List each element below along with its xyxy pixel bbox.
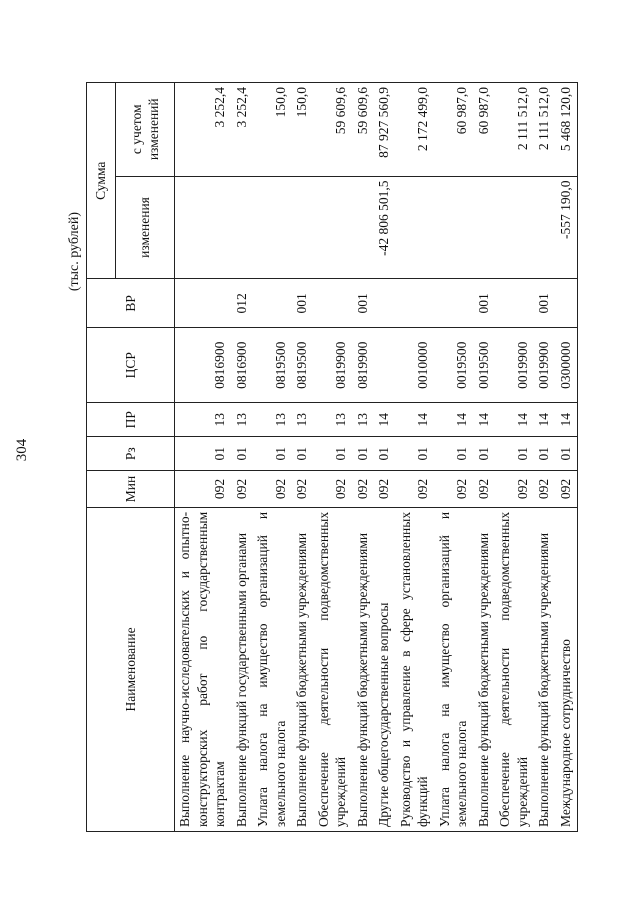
row-change <box>396 176 435 279</box>
table-row <box>353 83 375 832</box>
row-name: Выполнение функций государственными органами <box>232 507 254 831</box>
row-vr: 001 <box>353 279 375 328</box>
row-pr: 14 <box>435 403 474 437</box>
row-name: Выполнение научно-исследовательских и опытно-конструкторских работ по государственным контрактам <box>175 507 232 831</box>
row-change <box>534 176 556 279</box>
row-change <box>353 176 375 279</box>
row-vr <box>495 279 534 328</box>
row-change: -42 806 501,5 <box>374 176 396 279</box>
row-csr: 0816900 <box>175 328 232 403</box>
row-csr: 0300000 <box>556 328 578 403</box>
row-pr: 14 <box>396 403 435 437</box>
row-csr: 0019900 <box>534 328 556 403</box>
row-rz: 01 <box>435 437 474 471</box>
row-name: Уплата налога на имущество организаций и земельного налога <box>435 507 474 831</box>
row-total: 87 927 560,9 <box>374 83 396 177</box>
header-rz: Рз <box>87 437 175 471</box>
table-row <box>314 83 353 832</box>
row-name: Выполнение функций бюджетными учреждениями <box>353 507 375 831</box>
row-total: 150,0 <box>292 83 314 177</box>
row-pr: 13 <box>353 403 375 437</box>
row-rz: 01 <box>534 437 556 471</box>
header-min: Мин <box>87 471 175 508</box>
row-total: 2 111 512,0 <box>534 83 556 177</box>
row-min: 092 <box>374 471 396 508</box>
row-pr: 14 <box>534 403 556 437</box>
row-total: 59 609,6 <box>353 83 375 177</box>
table-row <box>396 83 435 832</box>
row-min: 092 <box>556 471 578 508</box>
row-rz: 01 <box>253 437 292 471</box>
row-pr: 14 <box>495 403 534 437</box>
row-name: Обеспечение деятельности подведомственных учреждений <box>495 507 534 831</box>
row-pr: 14 <box>374 403 396 437</box>
row-name: Выполнение функций бюджетными учреждениями <box>474 507 496 831</box>
row-total: 150,0 <box>253 83 292 177</box>
row-min: 092 <box>396 471 435 508</box>
header-vr: ВР <box>87 279 175 328</box>
row-name: Выполнение функций бюджетными учреждениями <box>292 507 314 831</box>
row-rz: 01 <box>374 437 396 471</box>
row-total: 3 252,4 <box>232 83 254 177</box>
header-with-changes: с учетом изменений <box>116 83 175 177</box>
row-csr: 0010000 <box>396 328 435 403</box>
row-vr <box>396 279 435 328</box>
row-change <box>292 176 314 279</box>
row-min: 092 <box>292 471 314 508</box>
table-body <box>175 83 578 832</box>
row-change <box>232 176 254 279</box>
row-rz: 01 <box>292 437 314 471</box>
row-change <box>474 176 496 279</box>
row-vr <box>435 279 474 328</box>
row-vr <box>314 279 353 328</box>
row-csr: 0019500 <box>435 328 474 403</box>
table-row <box>435 83 474 832</box>
units-label: (тыс. рублей) <box>67 212 82 292</box>
page-number: 304 <box>14 438 30 462</box>
table-row <box>495 83 534 832</box>
row-name: Выполнение функций бюджетными учреждениями <box>534 507 556 831</box>
row-rz: 01 <box>474 437 496 471</box>
header-changes: изменения <box>116 176 175 279</box>
table-row <box>253 83 292 832</box>
row-total: 60 987,0 <box>474 83 496 177</box>
row-name: Обеспечение деятельности подведомственных учреждений <box>314 507 353 831</box>
header-name: Наименование <box>87 507 175 831</box>
row-pr: 14 <box>474 403 496 437</box>
row-min: 092 <box>435 471 474 508</box>
row-csr: 0819900 <box>353 328 375 403</box>
row-name: Международное сотрудничество <box>556 507 578 831</box>
row-rz: 01 <box>495 437 534 471</box>
row-pr: 13 <box>232 403 254 437</box>
row-pr: 13 <box>175 403 232 437</box>
row-vr <box>556 279 578 328</box>
row-change <box>314 176 353 279</box>
table-row <box>534 83 556 832</box>
row-name: Другие общегосударственные вопросы <box>374 507 396 831</box>
row-vr <box>175 279 232 328</box>
table-row <box>232 83 254 832</box>
table-row <box>556 83 578 832</box>
table-row <box>374 83 396 832</box>
row-rz: 01 <box>314 437 353 471</box>
row-csr: 0019900 <box>495 328 534 403</box>
row-rz: 01 <box>353 437 375 471</box>
row-min: 092 <box>474 471 496 508</box>
header-sum: Сумма <box>87 83 116 279</box>
row-name: Руководство и управление в сфере установленных функций <box>396 507 435 831</box>
row-pr: 13 <box>292 403 314 437</box>
row-min: 092 <box>253 471 292 508</box>
row-min: 092 <box>353 471 375 508</box>
table-row <box>175 83 232 832</box>
row-csr: 0816900 <box>232 328 254 403</box>
row-vr: 001 <box>292 279 314 328</box>
row-total: 3 252,4 <box>175 83 232 177</box>
row-csr: 0019500 <box>474 328 496 403</box>
row-pr: 13 <box>253 403 292 437</box>
row-vr: 001 <box>474 279 496 328</box>
row-total: 5 468 120,0 <box>556 83 578 177</box>
row-rz: 01 <box>396 437 435 471</box>
table-row <box>292 83 314 832</box>
row-min: 092 <box>314 471 353 508</box>
row-min: 092 <box>495 471 534 508</box>
row-min: 092 <box>175 471 232 508</box>
row-vr <box>253 279 292 328</box>
row-change <box>495 176 534 279</box>
row-vr: 012 <box>232 279 254 328</box>
table-row <box>474 83 496 832</box>
row-vr: 001 <box>534 279 556 328</box>
row-rz: 01 <box>175 437 232 471</box>
header-csr: ЦСР <box>87 328 175 403</box>
row-csr: 0819900 <box>314 328 353 403</box>
row-pr: 13 <box>314 403 353 437</box>
row-change <box>175 176 232 279</box>
row-total: 2 172 499,0 <box>396 83 435 177</box>
row-total: 59 609,6 <box>314 83 353 177</box>
header-pr: ПР <box>87 403 175 437</box>
row-name: Уплата налога на имущество организаций и земельного налога <box>253 507 292 831</box>
row-min: 092 <box>534 471 556 508</box>
row-total: 60 987,0 <box>435 83 474 177</box>
row-total: 2 111 512,0 <box>495 83 534 177</box>
row-rz: 01 <box>232 437 254 471</box>
row-rz: 01 <box>556 437 578 471</box>
row-vr <box>374 279 396 328</box>
row-change <box>435 176 474 279</box>
row-csr: 0819500 <box>253 328 292 403</box>
row-min: 092 <box>232 471 254 508</box>
row-pr: 14 <box>556 403 578 437</box>
row-csr: 0819500 <box>292 328 314 403</box>
row-change <box>253 176 292 279</box>
row-change: -557 190,0 <box>556 176 578 279</box>
row-csr <box>374 328 396 403</box>
budget-table <box>86 82 578 832</box>
